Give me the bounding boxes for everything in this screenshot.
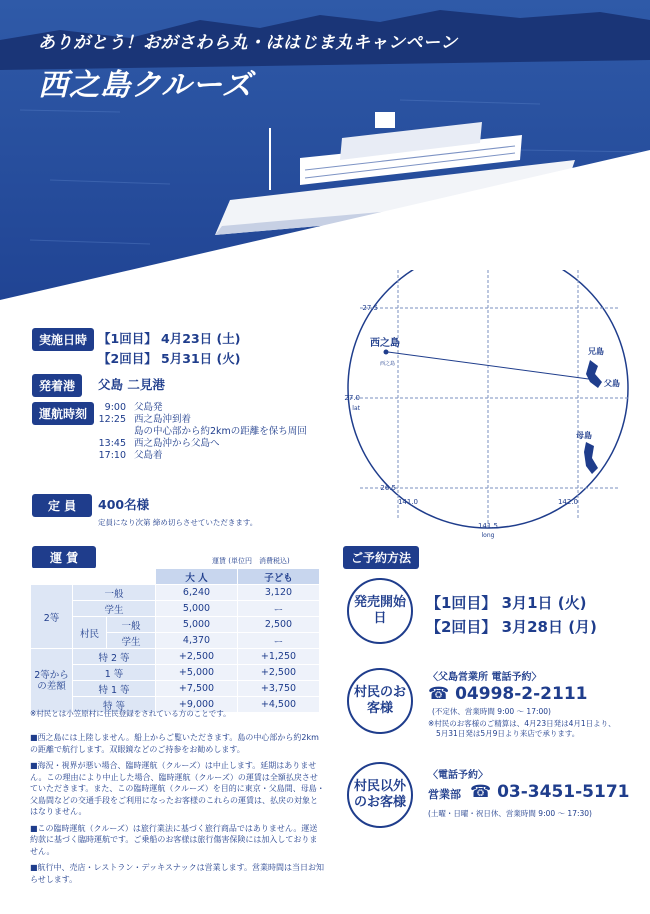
capacity-note: 定員になり次第 締め切らさせていただきます。	[98, 518, 258, 527]
other-branch: 〈電話予約〉	[428, 770, 488, 781]
villager-note-2: 5月31日発は5月9日より来店で承ります。	[436, 729, 580, 738]
villager-phone: ☎ 04998-2-2111	[428, 684, 588, 704]
other-dept: 営業部	[428, 788, 461, 801]
schedule-item: 島の中心部から約2kmの距離を保ち周回	[134, 426, 307, 437]
note-item: ■航行中、売店・レストラン・デッキスナックは営業します。営業時間は当日お知らせします。	[30, 863, 325, 884]
place-nishinoshima-sub: 西之島	[380, 361, 396, 367]
fare-heading: 運 賃	[32, 546, 96, 569]
date-row	[32, 328, 94, 351]
sale-circle: 発売開始日	[347, 578, 413, 644]
fare-unit: 運賃 (単位円 消費税込)	[212, 557, 290, 565]
port-label: 発着港	[32, 374, 82, 397]
date-first: 【1回目】 4月23日 (土)	[98, 331, 241, 346]
other-hours: (土曜・日曜・祝日休、営業時間 9:00 ～ 17:30)	[428, 809, 592, 818]
reservation-heading: ご予約方法	[343, 546, 419, 569]
other-phone: ☎ 03-3451-5171	[470, 782, 630, 802]
place-chichijima: 父島	[604, 379, 620, 388]
capacity-value: 400名様	[98, 497, 150, 512]
sale-date-first: 【1回目】 3月1日 (火)	[426, 594, 587, 612]
table-row: 2等 一般 6,240 3,120	[31, 585, 320, 601]
capacity-row	[32, 494, 92, 517]
villager-branch: 〈父島営業所 電話予約〉	[428, 672, 542, 683]
lon-caption: long	[481, 532, 495, 539]
other-circle: 村民以外のお客様	[347, 762, 413, 828]
table-row: 村民 一般 5,000 2,500	[31, 617, 320, 633]
campaign-tagline: ありがとう！おがさわら丸・ははじま丸キャンペーン	[38, 33, 458, 53]
lon-label: 141.5	[477, 522, 499, 530]
port-value: 父島 二見港	[98, 377, 165, 392]
lat-label: 27.5	[362, 304, 378, 312]
route-map	[340, 270, 640, 540]
photo-credit: 写真：おがさわら丸	[532, 223, 604, 232]
place-anijima: 兄島	[588, 347, 604, 356]
date-label: 実施日時	[32, 328, 94, 351]
port-row	[32, 374, 82, 397]
notes-list	[30, 732, 325, 890]
table-row: 学生 5,000 ー	[31, 601, 320, 617]
table-row: 2等からの差額 特 2 等 +2,500 +1,250	[31, 649, 320, 665]
note-item: ■海況・視界が悪い場合、臨時運航（クルーズ）は中止します。延期はありません。この理由により中止した場合、臨時運航（クルーズ）の運賃は全額払戻させていただきます。また、この臨時運航（クルーズ）を目的に東京・父島間、母島・父島間などの交通手段をご利用になったお客様のこれらの運賃は、払戻の対象とはなりません。	[30, 761, 325, 816]
lon-label: 141.0	[397, 498, 419, 506]
schedule-item: 13:45 西之島沖から父島へ	[98, 438, 220, 449]
lat-caption: lat	[352, 405, 360, 412]
note-item: ■西之島には上陸しません。船上からご覧いただきます。島の中心部から約2kmの距離で航行します。双眼鏡などのご持参をお勧めします。	[30, 733, 319, 754]
lat-label: 26.5	[380, 484, 396, 492]
schedule-item: 9:00 父島発	[104, 402, 163, 413]
table-row: 大 人 子ども	[31, 569, 320, 585]
lon-label: 142.0	[557, 498, 579, 506]
table-row: 学生 4,370 ー	[31, 633, 320, 649]
place-hahajima: 母島	[576, 431, 592, 440]
schedule-list	[98, 402, 307, 462]
sale-date-second: 【2回目】 3月28日 (月)	[426, 618, 597, 636]
schedule-row	[32, 402, 94, 425]
date-second: 【2回目】 5月31日 (火)	[98, 351, 241, 366]
fare-table	[30, 568, 320, 713]
table-row: 特 等 +9,000 +4,500	[31, 697, 320, 713]
page-title: 西之島クルーズ	[38, 68, 253, 103]
table-row: 特 1 等 +7,500 +3,750	[31, 681, 320, 697]
table-row: 1 等 +5,000 +2,500	[31, 665, 320, 681]
schedule-label: 運航時刻	[32, 402, 94, 425]
note-item: ■この臨時運航（クルーズ）は旅行業法に基づく旅行商品ではありません。運送約款に基づく臨時運航です。ご乗船のお客様は旅行傷害保険には加入しておりません。	[30, 823, 318, 856]
place-nishinoshima: 西之島	[370, 338, 400, 349]
schedule-item: 12:25 西之島沖到着	[98, 414, 192, 425]
villager-circle: 村民のお客様	[347, 668, 413, 734]
schedule-item: 17:10 父島着	[98, 450, 163, 461]
fare-note: ※村民とは小笠原村に住民登録をされている方のことです。	[30, 709, 231, 718]
capacity-label: 定 員	[32, 494, 92, 517]
villager-note-1: ※村民のお客様のご精算は、4月23日発は4月1日より、	[428, 719, 616, 728]
lat-label: 27.0	[344, 394, 360, 402]
villager-hours: (不定休、営業時間 9:00 ～ 17:00)	[432, 707, 551, 716]
